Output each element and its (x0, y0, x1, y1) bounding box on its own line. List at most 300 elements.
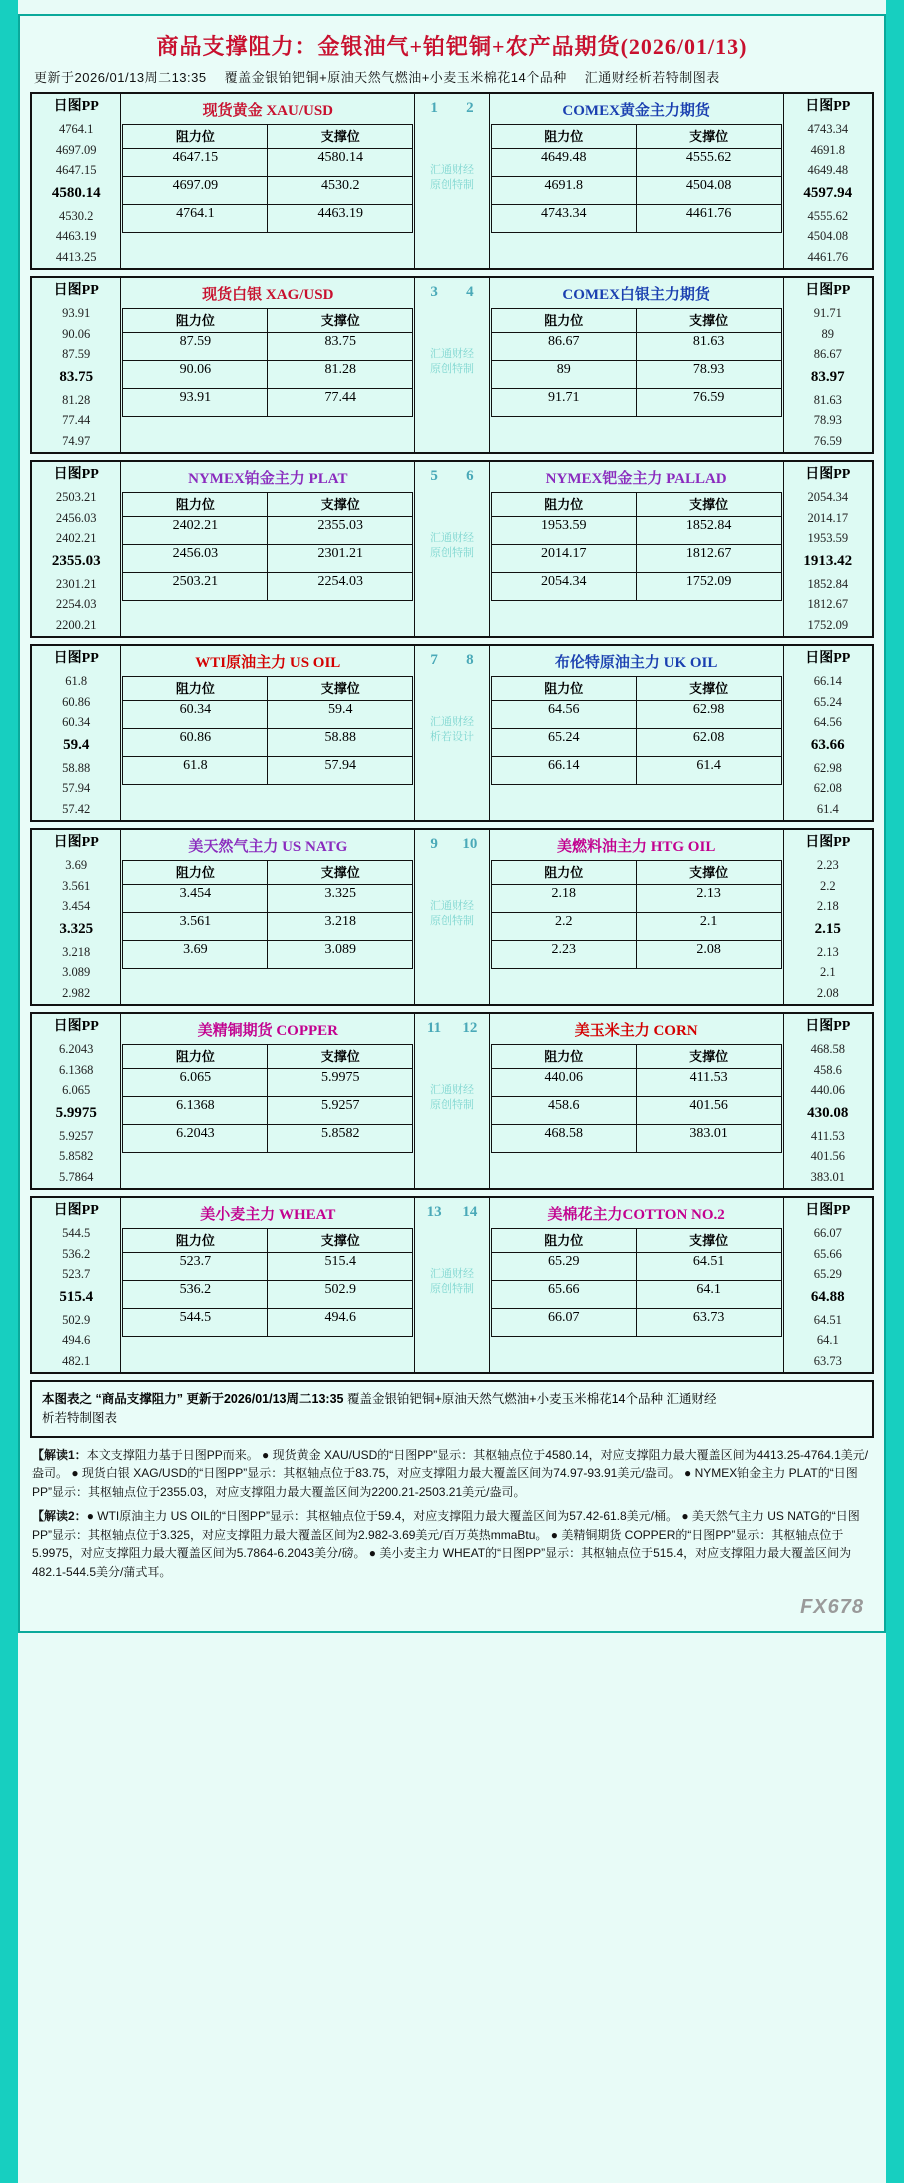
pp-header-right: 日图PP (805, 835, 851, 850)
right-pp-cell (783, 277, 873, 453)
right-instrument-cell (489, 645, 783, 821)
support-value: 2.08 (636, 941, 781, 969)
pp-value: 4530.2 (59, 208, 94, 223)
resistance-value: 60.86 (123, 729, 268, 757)
level-row (491, 177, 781, 205)
left-pp-cell (31, 829, 121, 1005)
instrument-block (30, 92, 874, 270)
support-value: 4530.2 (268, 177, 413, 205)
block-index-cell (415, 1013, 490, 1189)
level-row (491, 149, 781, 177)
block-number-right: 10 (462, 836, 478, 852)
support-value: 3.325 (268, 885, 413, 913)
support-header: 支撑位 (636, 1045, 781, 1069)
pp-value: 64.51 (813, 1312, 842, 1327)
pp-value: 4580.14 (51, 184, 101, 201)
resistance-value: 523.7 (123, 1253, 268, 1281)
levels-table-left (122, 308, 413, 417)
pp-value: 81.63 (813, 392, 842, 407)
pp-value: 6.2043 (59, 1042, 94, 1056)
pivot-point-column-right (785, 1015, 871, 1187)
left-instrument-cell (121, 1013, 415, 1189)
page-title: 商品支撑阻力：金银油气+铂钯铜+农产品期货(2026/01/13) (156, 34, 748, 59)
block-number-left: 5 (430, 468, 438, 484)
resistance-value: 544.5 (123, 1309, 268, 1337)
instrument-block (30, 828, 874, 1006)
support-value: 59.4 (268, 701, 413, 729)
levels-table-right (491, 676, 782, 785)
level-row (123, 1069, 413, 1097)
levels-table-right (491, 1228, 782, 1337)
pp-value: 60.34 (62, 715, 91, 729)
block-number-left: 7 (430, 652, 438, 668)
page-subtitle (30, 63, 874, 92)
support-value: 2.1 (636, 913, 781, 941)
support-header: 支撑位 (636, 1229, 781, 1253)
level-row (491, 1125, 781, 1153)
watermark-text (416, 1037, 488, 1113)
level-row (123, 545, 413, 573)
left-pp-cell (31, 645, 121, 821)
resistance-value: 66.14 (491, 757, 636, 785)
instrument-name: 美小麦主力 WHEAT (200, 1207, 336, 1223)
instrument-block (30, 276, 874, 454)
left-pp-cell (31, 461, 121, 637)
pivot-point-column-right (785, 1199, 871, 1371)
resistance-value: 2054.34 (491, 573, 636, 601)
levels-table-left (122, 492, 413, 601)
instrument-blocks (30, 92, 874, 1374)
support-value: 4504.08 (636, 177, 781, 205)
watermark-line-1: 汇通财经 (429, 532, 474, 544)
level-row (491, 1253, 781, 1281)
pp-value: 4555.62 (807, 208, 849, 223)
support-value: 3.218 (268, 913, 413, 941)
level-row (491, 757, 781, 785)
support-header: 支撑位 (636, 493, 781, 517)
pp-value: 5.9257 (59, 1128, 94, 1143)
right-pp-cell (783, 1197, 873, 1373)
support-value: 502.9 (268, 1281, 413, 1309)
levels-table-right (491, 492, 782, 601)
resistance-value: 2402.21 (123, 517, 268, 545)
level-row (491, 205, 781, 233)
instrument-name: NYMEX铂金主力 PLAT (188, 471, 348, 487)
pp-value: 63.66 (810, 736, 845, 753)
level-row (123, 885, 413, 913)
pp-value: 57.42 (62, 801, 91, 816)
right-instrument-cell (489, 829, 783, 1005)
pp-value: 536.2 (62, 1246, 91, 1261)
pp-value: 91.71 (813, 306, 842, 320)
right-pp-cell (783, 93, 873, 269)
right-instrument-cell (489, 277, 783, 453)
instrument-block (30, 1196, 874, 1374)
resistance-value: 66.07 (491, 1309, 636, 1337)
pp-value: 2503.21 (55, 490, 97, 504)
right-instrument-cell (489, 93, 783, 269)
resistance-value: 2503.21 (123, 573, 268, 601)
pp-header-left: 日图PP (53, 1203, 99, 1218)
instrument-name: WTI原油主力 US OIL (195, 655, 341, 671)
pp-value: 2014.17 (807, 510, 849, 525)
support-value: 401.56 (636, 1097, 781, 1125)
pp-header-left: 日图PP (53, 99, 99, 114)
resistance-value: 2014.17 (491, 545, 636, 573)
pp-value: 76.59 (813, 433, 842, 448)
note-2-title: 【解读2： (32, 1509, 87, 1524)
support-value: 78.93 (636, 361, 781, 389)
pivot-point-column-left (33, 279, 119, 451)
pp-value: 77.44 (62, 413, 91, 427)
level-row (123, 1097, 413, 1125)
level-row (491, 545, 781, 573)
pp-value: 86.67 (813, 347, 842, 361)
brand-watermark: FX678 (800, 1595, 864, 1618)
note-1-title: 【解读1： (32, 1447, 87, 1462)
pp-value: 468.58 (810, 1042, 845, 1056)
pp-value: 3.69 (65, 858, 88, 872)
support-header: 支撑位 (268, 1229, 413, 1253)
resistance-value: 6.2043 (123, 1125, 268, 1153)
watermark-line-2: 原创特制 (429, 914, 474, 927)
levels-table-left (122, 676, 413, 785)
pp-value: 62.98 (813, 760, 842, 775)
pp-value: 81.28 (62, 392, 91, 407)
support-value: 411.53 (636, 1069, 781, 1097)
instrument-name: COMEX白银主力期货 (562, 287, 710, 303)
footer-line-1: 本图表之 “商品支撑阻力” 更新于2026/01/13周二13:35 (42, 1392, 344, 1406)
watermark-line-2: 原创特制 (429, 1098, 474, 1111)
support-value: 64.51 (636, 1253, 781, 1281)
watermark-line-1: 汇通财经 (429, 900, 474, 912)
block-number-right: 6 (466, 468, 474, 484)
pivot-point-column-right (785, 95, 871, 267)
level-row (491, 573, 781, 601)
block-number-right: 2 (466, 100, 474, 116)
levels-table-right (491, 124, 782, 233)
pp-header-right: 日图PP (805, 651, 851, 666)
block-number-left: 3 (430, 284, 438, 300)
support-value: 58.88 (268, 729, 413, 757)
right-instrument-cell (489, 461, 783, 637)
support-value: 2355.03 (268, 517, 413, 545)
right-pp-cell (783, 645, 873, 821)
watermark-line-2: 原创特制 (429, 178, 474, 191)
pp-value: 4413.25 (55, 249, 97, 264)
pp-value: 1752.09 (807, 617, 849, 632)
pp-value: 544.5 (62, 1226, 91, 1240)
watermark-text (416, 1221, 488, 1297)
pp-value: 5.9975 (55, 1104, 97, 1121)
pp-value: 2.1 (819, 965, 836, 979)
support-value: 81.63 (636, 333, 781, 361)
resistance-value: 87.59 (123, 333, 268, 361)
pp-value: 78.93 (813, 413, 842, 427)
pp-value: 2.13 (816, 944, 839, 959)
pp-value: 74.97 (62, 433, 91, 448)
resistance-value: 4691.8 (491, 177, 636, 205)
support-header: 支撑位 (636, 309, 781, 333)
pp-value: 482.1 (62, 1353, 91, 1368)
level-row (123, 1309, 413, 1337)
block-index-cell (415, 277, 490, 453)
resistance-value: 60.34 (123, 701, 268, 729)
support-header: 支撑位 (268, 493, 413, 517)
pp-value: 2200.21 (55, 617, 97, 632)
pp-value: 60.86 (62, 694, 91, 709)
support-value: 4555.62 (636, 149, 781, 177)
resistance-header: 阻力位 (123, 1229, 268, 1253)
instrument-block (30, 460, 874, 638)
pp-value: 3.561 (62, 878, 91, 893)
level-row (123, 1253, 413, 1281)
resistance-value: 89 (491, 361, 636, 389)
instrument-name: COMEX黄金主力期货 (562, 103, 710, 119)
resistance-value: 4649.48 (491, 149, 636, 177)
support-header: 支撑位 (268, 125, 413, 149)
subtitle-update-time: 更新于2026/01/13周二13:35 (34, 70, 207, 85)
watermark-text (416, 117, 488, 193)
pp-header-left: 日图PP (53, 835, 99, 850)
pp-value: 5.8582 (59, 1149, 94, 1163)
pp-value: 440.06 (810, 1083, 845, 1097)
right-instrument-cell (489, 1013, 783, 1189)
pivot-point-column-left (33, 647, 119, 819)
support-value: 383.01 (636, 1125, 781, 1153)
pp-value: 64.88 (810, 1288, 845, 1305)
resistance-value: 2.23 (491, 941, 636, 969)
resistance-value: 4764.1 (123, 205, 268, 233)
pp-value: 3.454 (62, 899, 91, 913)
support-value: 81.28 (268, 361, 413, 389)
resistance-header: 阻力位 (123, 1045, 268, 1069)
pp-value: 89 (821, 326, 835, 341)
support-value: 2.13 (636, 885, 781, 913)
pp-value: 4647.15 (55, 163, 97, 177)
pp-value: 4463.19 (55, 229, 97, 243)
pivot-point-column-right (785, 647, 871, 819)
instrument-block (30, 1012, 874, 1190)
resistance-value: 3.561 (123, 913, 268, 941)
pivot-point-column-right (785, 831, 871, 1003)
pp-value: 1913.42 (803, 552, 853, 569)
pivot-point-column-right (785, 463, 871, 635)
instrument-block (30, 644, 874, 822)
support-header: 支撑位 (636, 861, 781, 885)
resistance-value: 468.58 (491, 1125, 636, 1153)
block-number-left: 1 (430, 100, 438, 116)
pivot-point-column-left (33, 95, 119, 267)
levels-table-left (122, 124, 413, 233)
subtitle-source: 汇通财经析若特制图表 (584, 70, 720, 85)
pp-value: 515.4 (59, 1288, 94, 1305)
resistance-value: 3.69 (123, 941, 268, 969)
footer-line-2: 析若特制图表 (42, 1410, 118, 1425)
right-pp-cell (783, 1013, 873, 1189)
level-row (123, 1125, 413, 1153)
pp-value: 64.1 (816, 1333, 839, 1347)
pivot-point-column-left (33, 463, 119, 635)
support-value: 5.9257 (268, 1097, 413, 1125)
level-row (123, 1281, 413, 1309)
pp-value: 6.065 (62, 1083, 91, 1097)
pivot-point-column-left (33, 831, 119, 1003)
resistance-value: 2.2 (491, 913, 636, 941)
level-row (491, 1069, 781, 1097)
watermark-line-1: 汇通财经 (429, 1268, 474, 1280)
support-value: 57.94 (268, 757, 413, 785)
pp-value: 2054.34 (807, 490, 849, 504)
left-instrument-cell (121, 461, 415, 637)
block-number-right: 12 (462, 1020, 478, 1036)
level-row (123, 941, 413, 969)
watermark-text (416, 853, 488, 929)
pivot-point-column-right (785, 279, 871, 451)
resistance-header: 阻力位 (491, 309, 636, 333)
resistance-value: 2.18 (491, 885, 636, 913)
pp-value: 411.53 (810, 1128, 845, 1143)
resistance-header: 阻力位 (491, 1229, 636, 1253)
block-index-cell (415, 461, 490, 637)
support-value: 4580.14 (268, 149, 413, 177)
pp-header-right: 日图PP (805, 99, 851, 114)
pp-value: 4649.48 (807, 163, 849, 177)
instrument-name: 美天然气主力 US NATG (188, 839, 348, 855)
support-value: 4463.19 (268, 205, 413, 233)
left-instrument-cell (121, 93, 415, 269)
instrument-name: 美玉米主力 CORN (574, 1023, 698, 1039)
resistance-value: 86.67 (491, 333, 636, 361)
resistance-value: 65.24 (491, 729, 636, 757)
levels-table-left (122, 1044, 413, 1153)
left-pp-cell (31, 1013, 121, 1189)
pp-value: 458.6 (813, 1062, 842, 1077)
pp-value: 4743.34 (807, 122, 849, 136)
watermark-line-2: 原创特制 (429, 362, 474, 375)
support-value: 3.089 (268, 941, 413, 969)
pp-value: 383.01 (810, 1169, 845, 1184)
block-number-left: 13 (426, 1204, 442, 1220)
support-value: 494.6 (268, 1309, 413, 1337)
pp-value: 6.1368 (59, 1062, 94, 1077)
resistance-value: 4743.34 (491, 205, 636, 233)
levels-table-right (491, 1044, 782, 1153)
level-row (491, 941, 781, 969)
pp-header-left: 日图PP (53, 1019, 99, 1034)
level-row (491, 1281, 781, 1309)
support-value: 62.98 (636, 701, 781, 729)
note-2 (32, 1507, 872, 1581)
support-value: 62.08 (636, 729, 781, 757)
pp-value: 1852.84 (807, 576, 849, 591)
resistance-value: 91.71 (491, 389, 636, 417)
level-row (123, 517, 413, 545)
level-row (491, 729, 781, 757)
support-value: 1812.67 (636, 545, 781, 573)
instrument-name: 布伦特原油主力 UK OIL (554, 655, 718, 671)
instrument-name: 现货白银 XAG/USD (202, 287, 334, 303)
pp-value: 3.325 (59, 920, 94, 937)
block-number-right: 4 (466, 284, 474, 300)
pp-value: 2.18 (816, 899, 839, 913)
pp-value: 90.06 (62, 326, 91, 341)
left-instrument-cell (121, 1197, 415, 1373)
resistance-value: 6.065 (123, 1069, 268, 1097)
resistance-header: 阻力位 (123, 125, 268, 149)
pp-header-left: 日图PP (53, 651, 99, 666)
pp-value: 64.56 (813, 715, 842, 729)
pp-value: 61.4 (816, 801, 839, 816)
support-header: 支撑位 (636, 677, 781, 701)
left-instrument-cell (121, 829, 415, 1005)
watermark-line-1: 汇通财经 (429, 164, 474, 176)
pp-value: 502.9 (62, 1312, 91, 1327)
block-index-cell (415, 645, 490, 821)
resistance-value: 64.56 (491, 701, 636, 729)
pp-header-right: 日图PP (805, 283, 851, 298)
support-value: 5.8582 (268, 1125, 413, 1153)
watermark-text (416, 301, 488, 377)
support-header: 支撑位 (268, 1045, 413, 1069)
block-number-right: 14 (462, 1204, 478, 1220)
pp-value: 66.14 (813, 674, 842, 688)
levels-table-right (491, 308, 782, 417)
chart-sheet (18, 14, 886, 1633)
pp-value: 5.7864 (59, 1169, 94, 1184)
support-value: 77.44 (268, 389, 413, 417)
level-row (491, 701, 781, 729)
left-pp-cell (31, 1197, 121, 1373)
resistance-header: 阻力位 (491, 1045, 636, 1069)
level-row (491, 1309, 781, 1337)
level-row (491, 913, 781, 941)
block-index-cell (415, 829, 490, 1005)
pp-value: 66.07 (813, 1226, 842, 1240)
level-row (123, 205, 413, 233)
support-value: 64.1 (636, 1281, 781, 1309)
watermark-text (416, 485, 488, 561)
pp-value: 4597.94 (803, 184, 853, 201)
pp-value: 2.2 (819, 878, 836, 893)
pp-value: 87.59 (62, 347, 91, 361)
resistance-value: 90.06 (123, 361, 268, 389)
pp-value: 2402.21 (55, 531, 97, 545)
level-row (123, 361, 413, 389)
resistance-value: 4647.15 (123, 149, 268, 177)
resistance-value: 2456.03 (123, 545, 268, 573)
level-row (491, 361, 781, 389)
right-pp-cell (783, 461, 873, 637)
pp-value: 2456.03 (55, 510, 97, 525)
support-value: 2301.21 (268, 545, 413, 573)
watermark-line-1: 汇通财经 (429, 348, 474, 360)
level-row (491, 333, 781, 361)
resistance-value: 4697.09 (123, 177, 268, 205)
resistance-value: 440.06 (491, 1069, 636, 1097)
watermark-line-1: 汇通财经 (429, 716, 474, 728)
pivot-point-column-left (33, 1199, 119, 1371)
level-row (123, 729, 413, 757)
level-row (123, 177, 413, 205)
levels-table-right (491, 860, 782, 969)
block-number-left: 11 (426, 1020, 442, 1036)
note-2-body: ● WTI原油主力 US OIL的“日图PP”显示：其枢轴点位于59.4，对应支撑阻力最大覆盖区间为57.42-61.8美元/桶。 ● 美天然气主力 US NATG的“日图PP”显示：其枢轴点位于3.325，对应支撑阻力最大覆盖区间为2.982-3.69美元/百万英热mmaBtu。 ● 美精铜期货 COPPER的“日图PP”显示：其枢轴点位于5.9975，对应支撑阻力最大覆盖区间为5.7864-6.2043美分/磅。 ● 美小麦主力 WHEAT的“日图PP”显示：其枢轴点位于515.4，对应支撑阻力最大覆盖区间为482.1-544.5美分/蒲式耳。 (32, 1509, 860, 1580)
notes-section (30, 1438, 874, 1590)
resistance-value: 3.454 (123, 885, 268, 913)
resistance-header: 阻力位 (123, 677, 268, 701)
resistance-value: 1953.59 (491, 517, 636, 545)
